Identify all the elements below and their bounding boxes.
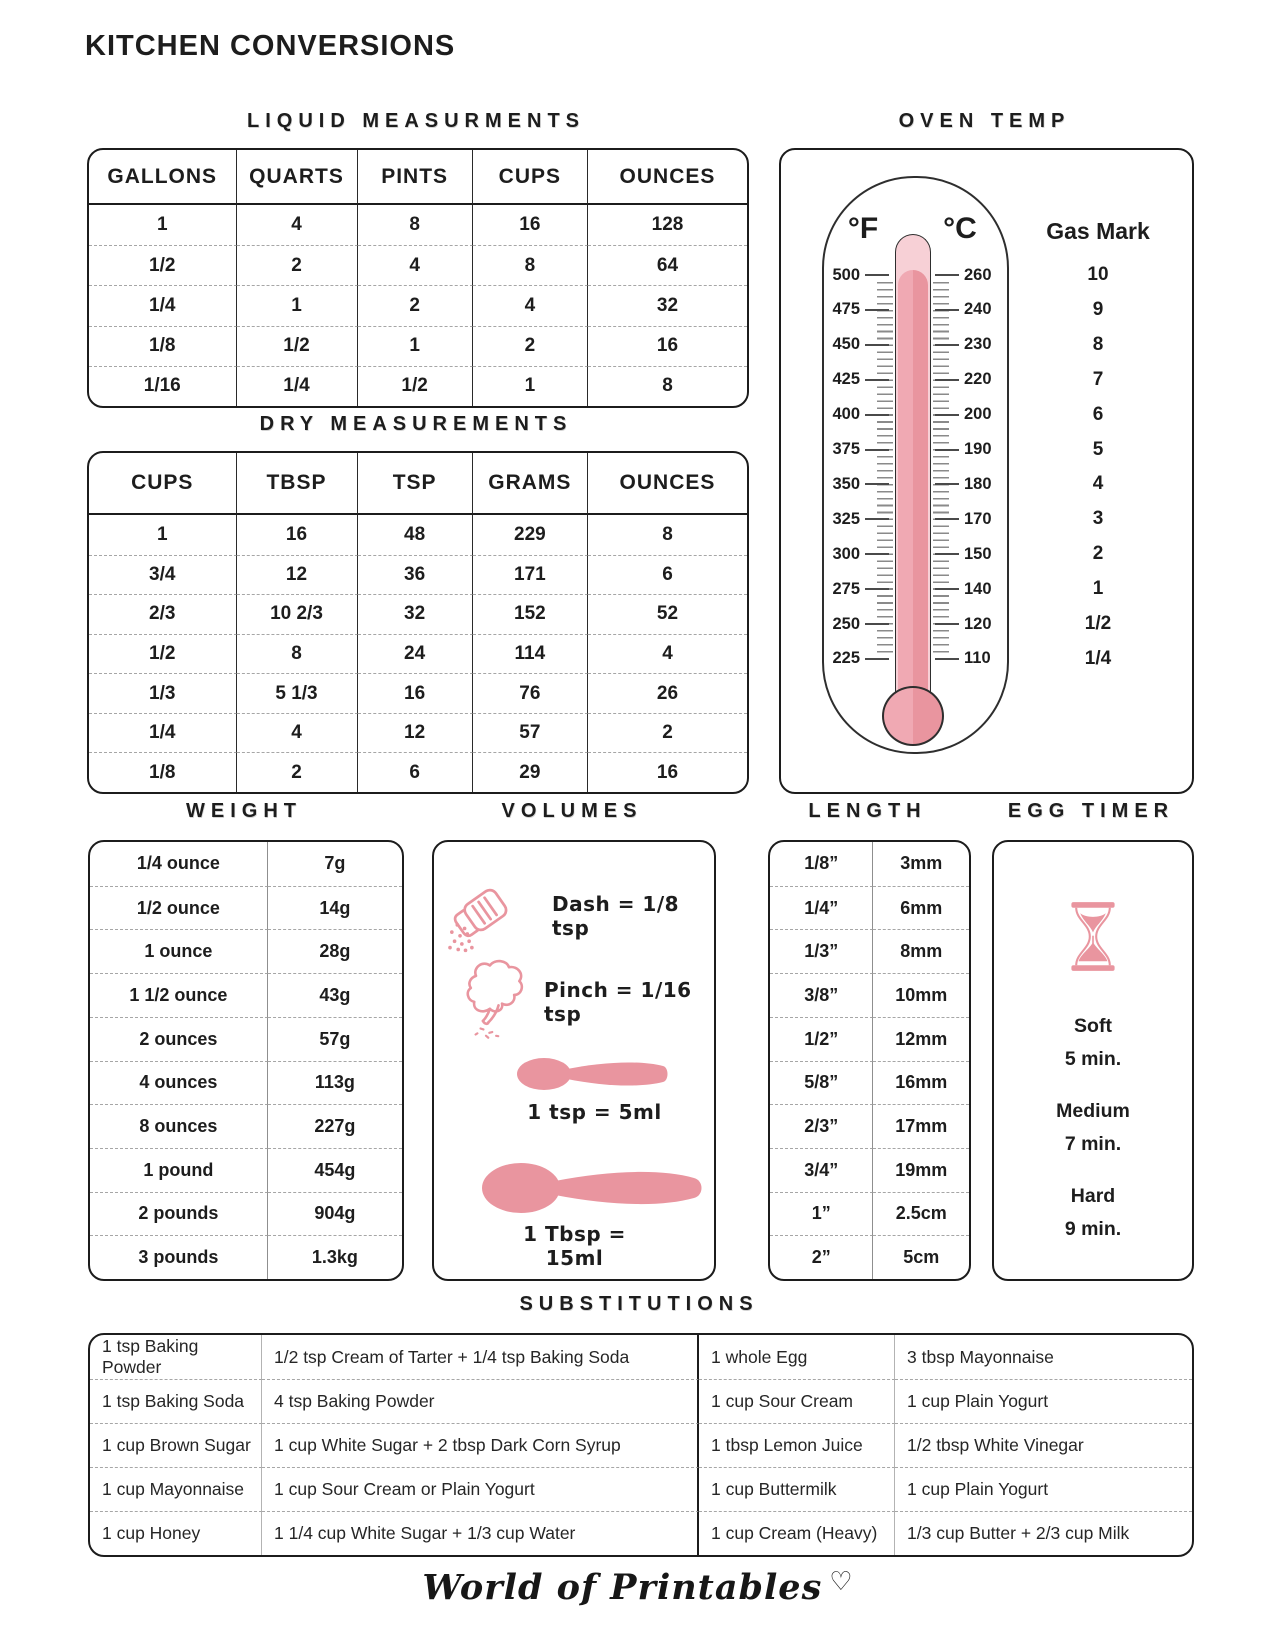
temp-value: 250 [832, 614, 860, 633]
temp-value: 110 [964, 649, 991, 668]
item-value: 7g [324, 853, 346, 874]
ingredient-cell: 1 cup Sour Cream [699, 1379, 895, 1423]
table-cell: 48 [358, 515, 473, 555]
temp-value: 220 [964, 370, 992, 389]
substitute-cell: 1 1/4 cup White Sugar + 1/3 cup Water [262, 1511, 699, 1555]
temp-tick-row [832, 299, 889, 321]
column-header: TBSP [237, 453, 358, 515]
temp-tick-row [832, 648, 889, 670]
item-label: 3 pounds [90, 1235, 268, 1279]
table-cell: 57 [473, 713, 588, 753]
item-value: 16mm [873, 1061, 969, 1105]
item-label: 1” [770, 1192, 873, 1236]
table-cell: 1/3 [89, 673, 237, 713]
page-title: KITCHEN CONVERSIONS [85, 30, 456, 62]
table-cell: 12 [358, 713, 473, 753]
temp-tick-row [935, 334, 992, 356]
table-cell: 2 [473, 326, 588, 366]
weight-table [88, 840, 404, 1281]
major-tick [935, 449, 959, 451]
table-cell: 1/4 [89, 713, 237, 753]
table-cell: 152 [473, 594, 588, 634]
table-cell: 64 [588, 245, 747, 285]
temp-value: 120 [964, 614, 992, 633]
temp-tick-row [935, 404, 992, 426]
volumes-heading: VOLUMES [501, 800, 643, 822]
table-cell: 2 [358, 285, 473, 325]
major-tick [865, 588, 889, 590]
table-cell: 16 [588, 326, 747, 366]
item-label: 2 pounds [90, 1192, 268, 1236]
temp-tick-row [832, 369, 889, 391]
temp-tick-row [935, 613, 992, 635]
major-tick [865, 309, 889, 311]
major-tick [865, 518, 889, 520]
dash-equivalence-label: Dash = 1/8 tsp [552, 892, 680, 940]
ingredient-cell: 1 cup Mayonnaise [90, 1467, 262, 1511]
celsius-scale [935, 264, 1025, 670]
temp-value: 400 [832, 405, 860, 424]
column-header: CUPS [89, 453, 237, 515]
temp-value: 140 [964, 579, 992, 598]
item-value: 10mm [873, 973, 969, 1017]
table-cell: 26 [588, 673, 747, 713]
temp-value: 375 [832, 440, 860, 459]
temp-tick-row [832, 404, 889, 426]
egg-timer-heading: EGG TIMER [1007, 800, 1175, 822]
item-label: 1/2 ounce [90, 886, 268, 930]
dry-measurements-heading: DRY MEASUREMENTS [259, 413, 573, 435]
item-value: 2.5cm [873, 1192, 969, 1236]
item-label: 1/8” [770, 842, 873, 886]
pinch-equivalence-label: Pinch = 1/16 tsp [544, 978, 692, 1026]
liquid-measurements-table [87, 148, 749, 408]
temp-tick-row [935, 578, 992, 600]
egg-doneness-label: Hard [1070, 1185, 1116, 1207]
gas-mark-value: 3 [1092, 508, 1104, 530]
item-value: 12mm [873, 1017, 969, 1061]
column-header: PINTS [358, 150, 473, 205]
item-label: 2/3” [770, 1104, 873, 1148]
major-tick [865, 344, 889, 346]
table-cell: 2 [588, 713, 747, 753]
item-label: 2” [770, 1235, 873, 1279]
item-label: 3/8” [770, 973, 873, 1017]
item-value: 57g [268, 1017, 402, 1061]
temp-tick-row [935, 543, 992, 565]
substitute-cell: 3 tbsp Mayonnaise [907, 1346, 1054, 1367]
temp-tick-row [832, 543, 889, 565]
table-cell: 1 [473, 366, 588, 406]
length-table [768, 840, 971, 1281]
item-label: 4 ounces [90, 1061, 268, 1105]
column-header: TSP [358, 453, 473, 515]
table-cell: 32 [358, 594, 473, 634]
egg-doneness-label: Soft [1074, 1015, 1112, 1037]
table-cell: 8 [237, 634, 358, 674]
table-cell: 8 [358, 205, 473, 245]
temp-tick-row [832, 473, 889, 495]
item-value: 113g [268, 1061, 402, 1105]
temp-tick-row [935, 508, 992, 530]
item-value: 19mm [873, 1148, 969, 1192]
ingredient-cell: 1 cup Buttermilk [699, 1467, 895, 1511]
item-label: 1/2” [770, 1017, 873, 1061]
substitute-cell: 4 tsp Baking Powder [262, 1379, 699, 1423]
egg-timer-entries [1056, 971, 1130, 1241]
table-cell: 16 [588, 752, 747, 792]
substitute-cell: 1/2 tbsp White Vinegar [895, 1423, 1192, 1467]
gas-mark-value: 10 [1087, 264, 1109, 285]
major-tick [935, 553, 959, 555]
column-header: OUNCES [588, 453, 747, 515]
major-tick [865, 553, 889, 555]
major-tick [865, 623, 889, 625]
ingredient-cell: 1 cup Honey [90, 1511, 262, 1555]
major-tick [865, 414, 889, 416]
item-value: 5cm [873, 1235, 969, 1279]
table-cell: 1 [237, 285, 358, 325]
major-tick [865, 658, 889, 660]
column-header: GRAMS [473, 453, 588, 515]
ingredient-cell: 1 cup Brown Sugar [90, 1423, 262, 1467]
table-cell: 1/4 [237, 366, 358, 406]
table-cell: 114 [473, 634, 588, 674]
column-header: QUARTS [237, 150, 358, 205]
table-cell: 229 [473, 515, 588, 555]
volumes-panel [432, 840, 716, 1281]
table-cell: 128 [651, 214, 684, 236]
major-tick [935, 274, 959, 276]
gas-mark-value: 5 [1092, 438, 1104, 460]
egg-time-value: 5 min. [1064, 1048, 1122, 1070]
table-cell: 24 [358, 634, 473, 674]
substitute-cell: 1/2 tsp Cream of Tarter + 1/4 tsp Baking Soda [262, 1335, 699, 1379]
temp-value: 275 [832, 579, 860, 598]
major-tick [935, 483, 959, 485]
gas-mark-value: 7 [1092, 368, 1104, 390]
temp-value: 300 [832, 544, 860, 563]
pinch-hand-icon [450, 956, 528, 1040]
egg-time-value: 9 min. [1064, 1218, 1122, 1240]
substitute-cell: 1 cup Sour Cream or Plain Yogurt [262, 1467, 699, 1511]
temp-value: 230 [964, 335, 992, 354]
item-label: 5/8” [770, 1061, 873, 1105]
table-cell: 4 [588, 634, 747, 674]
item-value: 454g [268, 1148, 402, 1192]
item-value: 17mm [873, 1104, 969, 1148]
temp-value: 450 [832, 335, 860, 354]
gas-mark-label: Gas Mark [1046, 218, 1150, 244]
table-cell: 32 [588, 285, 747, 325]
table-cell: 12 [237, 555, 358, 595]
table-cell: 2 [237, 245, 358, 285]
gas-mark-value: 2 [1092, 543, 1104, 565]
table-cell: 3/4 [89, 555, 237, 595]
substitutions-table [88, 1333, 1194, 1557]
major-tick [935, 588, 959, 590]
gas-mark-value: 9 [1092, 298, 1104, 320]
ingredient-cell: 1 whole Egg [699, 1335, 895, 1379]
tablespoon-icon [482, 1162, 708, 1214]
temp-tick-row [935, 473, 992, 495]
gas-mark-value: 1 [1092, 578, 1104, 600]
teaspoon-equivalence-label: 1 tsp = 5ml [527, 1100, 662, 1124]
table-cell: 1 [89, 205, 237, 245]
gas-mark-value: 8 [1092, 333, 1104, 355]
temp-value: 150 [964, 544, 992, 563]
temp-value: 325 [832, 509, 860, 528]
teaspoon-icon [517, 1055, 672, 1093]
table-cell: 8 [473, 245, 588, 285]
table-cell: 1 [358, 326, 473, 366]
major-tick [935, 309, 959, 311]
heart-icon: ♡ [829, 1566, 853, 1596]
gas-mark-value: 6 [1092, 403, 1104, 425]
table-cell: 16 [237, 515, 358, 555]
fahrenheit-symbol: °F [847, 212, 879, 245]
footer [0, 1566, 1275, 1608]
table-cell: 4 [473, 285, 588, 325]
substitute-cell: 1/3 cup Butter + 2/3 cup Milk [895, 1511, 1192, 1555]
item-label: 1/4 ounce [90, 842, 268, 886]
column-header: CUPS [473, 150, 588, 205]
item-value: 1.3kg [268, 1235, 402, 1279]
thermometer-bulb [882, 686, 944, 746]
major-tick [935, 379, 959, 381]
substitutions-heading: SUBSTITUTIONS [519, 1293, 759, 1315]
item-label: 1 pound [90, 1148, 268, 1192]
temp-tick-row [832, 264, 889, 286]
temp-value: 170 [964, 509, 992, 528]
item-value: 3mm [900, 853, 943, 874]
table-cell: 1 [89, 515, 237, 555]
item-label: 1 1/2 ounce [90, 973, 268, 1017]
temp-value: 425 [832, 370, 860, 389]
gas-mark-scale [1045, 264, 1151, 670]
temp-tick-row [832, 613, 889, 635]
table-cell: 1/2 [358, 366, 473, 406]
egg-doneness-label: Medium [1056, 1100, 1130, 1122]
item-label: 1/3” [770, 929, 873, 973]
temp-value: 190 [964, 440, 992, 459]
item-value: 43g [268, 973, 402, 1017]
major-tick [935, 658, 959, 660]
ingredient-cell: 1 tbsp Lemon Juice [699, 1423, 895, 1467]
liquid-measurements-heading: LIQUID MEASURMENTS [247, 110, 585, 132]
gas-mark-value: 4 [1092, 473, 1104, 495]
ingredient-cell: 1 cup Cream (Heavy) [699, 1511, 895, 1555]
temp-tick-row [832, 334, 889, 356]
temp-tick-row [832, 439, 889, 461]
temp-tick-row [935, 299, 992, 321]
item-value: 904g [268, 1192, 402, 1236]
column-header: GALLONS [89, 150, 237, 205]
major-tick [935, 414, 959, 416]
table-cell: 6 [588, 555, 747, 595]
temp-value: 225 [832, 649, 860, 668]
table-cell: 1/4 [89, 285, 237, 325]
table-cell: 1/2 [237, 326, 358, 366]
ingredient-cell: 1 tsp Baking Powder [90, 1335, 262, 1379]
table-cell: 1/16 [89, 366, 237, 406]
major-tick [935, 518, 959, 520]
substitute-cell: 1 cup Plain Yogurt [895, 1379, 1192, 1423]
oven-temp-heading: OVEN TEMP [898, 110, 1071, 132]
weight-heading: WEIGHT [186, 800, 302, 822]
table-cell: 4 [237, 713, 358, 753]
thermometer-mercury [898, 270, 928, 696]
table-cell: 4 [237, 205, 358, 245]
table-cell: 16 [473, 205, 588, 245]
table-cell: 2 [237, 752, 358, 792]
temp-tick-row [935, 648, 991, 670]
item-value: 6mm [873, 886, 969, 930]
egg-time-value: 7 min. [1064, 1133, 1122, 1155]
item-value: 227g [268, 1104, 402, 1148]
table-cell: 5 1/3 [237, 673, 358, 713]
length-heading: LENGTH [808, 800, 927, 822]
table-cell: 1/8 [89, 752, 237, 792]
item-value: 28g [268, 929, 402, 973]
major-tick [935, 344, 959, 346]
tablespoon-equivalence-label: 1 Tbsp = 15ml [523, 1222, 626, 1270]
salt-shaker-icon [442, 872, 530, 954]
gas-mark-value: 1/2 [1084, 613, 1112, 635]
dry-measurements-table [87, 451, 749, 794]
hourglass-icon [1069, 902, 1117, 971]
table-cell: 1/2 [89, 634, 237, 674]
table-cell: 52 [588, 594, 747, 634]
column-header: OUNCES [588, 150, 747, 205]
item-label: 3/4” [770, 1148, 873, 1192]
table-cell: 10 2/3 [237, 594, 358, 634]
temp-tick-row [935, 264, 992, 286]
item-value: 14g [268, 886, 402, 930]
temp-value: 475 [832, 300, 860, 319]
item-label: 1/4” [770, 886, 873, 930]
major-tick [935, 623, 959, 625]
item-label: 2 ounces [90, 1017, 268, 1061]
substitute-cell: 1 cup White Sugar + 2 tbsp Dark Corn Syrup [262, 1423, 699, 1467]
table-cell: 1/2 [89, 245, 237, 285]
major-tick [865, 483, 889, 485]
table-cell: 16 [358, 673, 473, 713]
item-value: 8mm [873, 929, 969, 973]
brand-logo: World of Printables [422, 1567, 823, 1608]
temp-value: 180 [964, 474, 992, 493]
celsius-symbol: °C [943, 212, 977, 245]
table-cell: 4 [358, 245, 473, 285]
major-tick [865, 449, 889, 451]
major-tick [865, 274, 889, 276]
temp-value: 500 [832, 265, 860, 284]
temp-tick-row [832, 508, 889, 530]
temp-value: 240 [964, 300, 992, 319]
table-cell: 29 [473, 752, 588, 792]
gas-mark-value: 1/4 [1084, 647, 1112, 669]
temp-value: 200 [964, 405, 992, 424]
oven-temp-panel [779, 148, 1194, 794]
major-tick [865, 379, 889, 381]
temp-value: 260 [964, 265, 992, 284]
ingredient-cell: 1 tsp Baking Soda [90, 1379, 262, 1423]
item-label: 8 ounces [90, 1104, 268, 1148]
temp-value: 350 [832, 474, 860, 493]
substitute-cell: 1 cup Plain Yogurt [895, 1467, 1192, 1511]
table-cell: 171 [473, 555, 588, 595]
fahrenheit-scale [799, 264, 889, 670]
table-cell: 8 [588, 366, 747, 406]
table-cell: 76 [473, 673, 588, 713]
temp-tick-row [935, 439, 992, 461]
table-cell: 8 [662, 523, 673, 545]
table-cell: 2/3 [89, 594, 237, 634]
temp-tick-row [935, 369, 992, 391]
temp-tick-row [832, 578, 889, 600]
table-cell: 36 [358, 555, 473, 595]
item-label: 1 ounce [90, 929, 268, 973]
table-cell: 6 [358, 752, 473, 792]
table-cell: 1/8 [89, 326, 237, 366]
egg-timer-panel [992, 840, 1194, 1281]
